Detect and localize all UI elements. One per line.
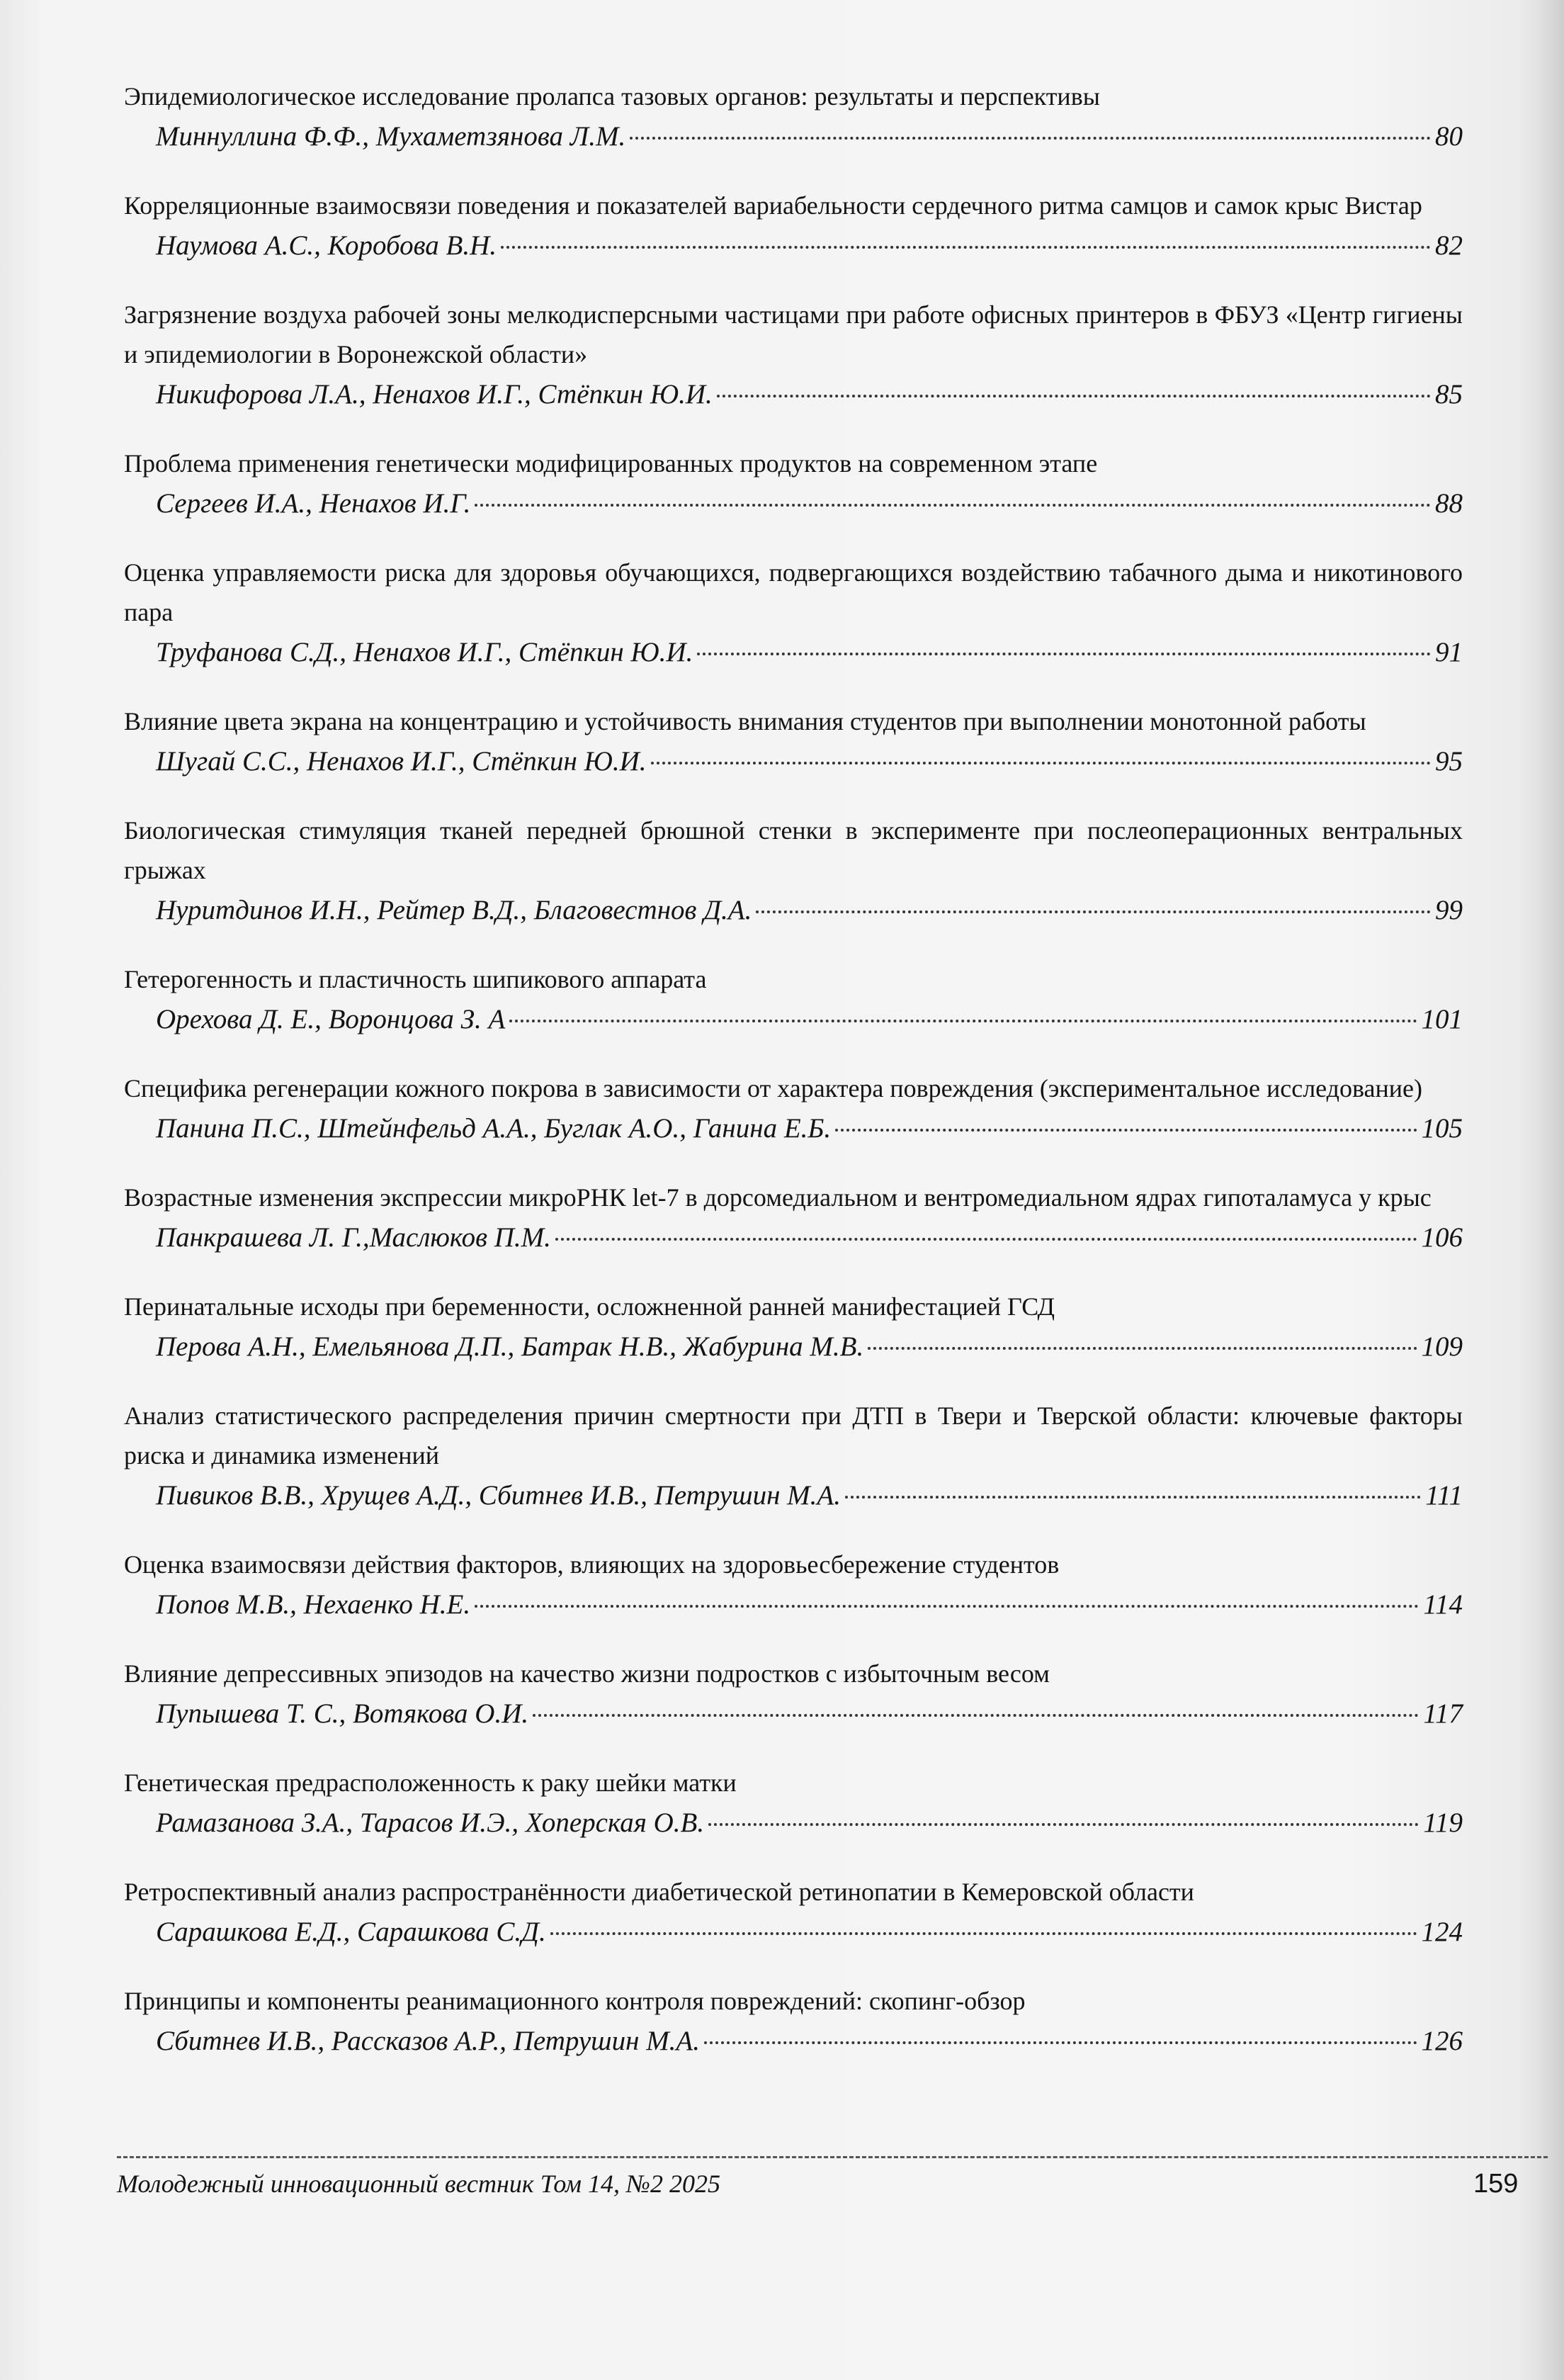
entry-authors: Панина П.С., Штейнфельд А.А., Буглак А.О., Ганина Е.Б. <box>156 1113 832 1144</box>
entry-authors: Сергеев И.А., Ненахов И.Г. <box>156 488 471 519</box>
entry-author-line <box>156 116 1463 157</box>
entry-page-number: 114 <box>1423 1589 1463 1620</box>
entry-authors: Никифорова Л.А., Ненахов И.Г., Стёпкин Ю.И. <box>156 379 713 410</box>
toc-entry <box>124 1654 1463 1735</box>
toc-entry <box>124 1068 1463 1149</box>
entry-page-number: 91 <box>1435 637 1463 667</box>
entry-author-line <box>156 890 1463 931</box>
entry-page-number: 99 <box>1435 895 1463 925</box>
toc-entry <box>124 1545 1463 1625</box>
dot-leader <box>475 1605 1419 1608</box>
entry-author-line <box>156 999 1463 1040</box>
entry-authors: Пивиков В.В., Хрущев А.Д., Сбитнев И.В., Петрушин М.А. <box>156 1480 841 1511</box>
entry-title: Оценка взаимосвязи действия факторов, влияющих на здоровьесбережение студентов <box>124 1550 1060 1579</box>
entry-page-number: 85 <box>1435 379 1463 410</box>
entry-page-number: 117 <box>1423 1698 1463 1729</box>
entry-authors: Рамазанова З.А., Тарасов И.Э., Хоперская О.В. <box>156 1807 705 1838</box>
dot-leader <box>501 246 1431 249</box>
entry-title: Загрязнение воздуха рабочей зоны мелкодисперсными частицами при работе офисных принтеров в ФБУЗ «Центр гигиены и эпидемиологии в Воронежской области» <box>124 300 1463 368</box>
toc-entry <box>124 553 1463 673</box>
toc-entry <box>124 701 1463 782</box>
entry-authors: Шугай С.С., Ненахов И.Г., Стёпкин Ю.И. <box>156 746 647 777</box>
toc-entry <box>124 1287 1463 1367</box>
entry-authors: Сбитнев И.В., Рассказов А.Р., Петрушин М.А. <box>156 2026 701 2056</box>
entry-title: Анализ статистического распределения причин смертности при ДТП в Твери и Тверской области: ключевые факторы риска и динамика изменений <box>124 1402 1463 1470</box>
dot-leader <box>697 653 1431 655</box>
entry-title: Биологическая стимуляция тканей передней брюшной стенки в эксперименте при послеоперационных вентральных грыжах <box>124 816 1463 884</box>
toc-entry <box>124 295 1463 415</box>
entry-title: Принципы и компоненты реанимационного контроля повреждений: скопинг-обзор <box>124 1987 1026 2015</box>
entry-title: Перинатальные исходы при беременности, осложненной ранней манифестацией ГСД <box>124 1292 1055 1321</box>
entry-title: Влияние цвета экрана на концентрацию и устойчивость внимания студентов при выполнении монотонной работы <box>124 707 1366 735</box>
entry-author-line <box>156 483 1463 524</box>
entry-author-line <box>156 1108 1463 1149</box>
entry-author-line <box>156 1912 1463 1953</box>
entry-page-number: 106 <box>1421 1222 1463 1253</box>
entry-page-number: 82 <box>1435 230 1463 261</box>
entry-authors: Панкрашева Л. Г.,Маслюков П.М. <box>156 1222 551 1253</box>
entry-title: Оценка управляемости риска для здоровья обучающихся, подвергающихся воздействию табачного дыма и никотинового пара <box>124 558 1463 626</box>
entry-page-number: 111 <box>1425 1480 1463 1511</box>
toc-entry <box>124 444 1463 524</box>
dot-leader <box>704 2041 1417 2044</box>
entry-title: Генетическая предрасположенность к раку шейки матки <box>124 1769 737 1797</box>
dot-leader <box>550 1932 1417 1935</box>
table-of-contents <box>124 77 1463 2090</box>
toc-entry <box>124 1981 1463 2062</box>
footer-divider <box>117 2156 1548 2158</box>
entry-page-number: 95 <box>1435 746 1463 777</box>
entry-authors: Орехова Д. Е., Воронцова З. А <box>156 1004 506 1034</box>
entry-authors: Миннуллина Ф.Ф., Мухаметзянова Л.М. <box>156 121 626 152</box>
entry-authors: Труфанова С.Д., Ненахов И.Г., Стёпкин Ю.И. <box>156 637 693 667</box>
footer-page-number: 159 <box>1473 2169 1519 2199</box>
entry-author-line <box>156 1217 1463 1258</box>
dot-leader <box>756 910 1431 913</box>
toc-entry <box>124 1396 1463 1516</box>
entry-page-number: 80 <box>1435 121 1463 152</box>
toc-entry <box>124 959 1463 1040</box>
toc-entry <box>124 1178 1463 1258</box>
toc-entry <box>124 1763 1463 1844</box>
toc-entry <box>124 186 1463 266</box>
entry-title: Проблема применения генетически модифицированных продуктов на современном этапе <box>124 449 1098 478</box>
toc-entry <box>124 77 1463 157</box>
toc-entry <box>124 1872 1463 1953</box>
entry-authors: Пупышева Т. С., Вотякова О.И. <box>156 1698 529 1729</box>
entry-author-line <box>156 1803 1463 1844</box>
entry-author-line <box>156 1475 1463 1516</box>
entry-author-line <box>156 741 1463 782</box>
footer-journal-title: Молодежный инновационный вестник Том 14, №2 2025 <box>117 2170 720 2198</box>
dot-leader <box>845 1496 1421 1499</box>
entry-authors: Наумова А.С., Коробова В.Н. <box>156 230 497 261</box>
entry-page-number: 105 <box>1421 1113 1463 1144</box>
entry-authors: Сарашкова Е.Д., Сарашкова С.Д. <box>156 1917 546 1947</box>
entry-title: Эпидемиологическое исследование пролапса тазовых органов: результаты и перспективы <box>124 82 1100 111</box>
entry-author-line <box>156 374 1463 415</box>
dot-leader <box>555 1238 1417 1241</box>
entry-page-number: 119 <box>1423 1807 1463 1838</box>
dot-leader <box>708 1823 1419 1826</box>
entry-author-line <box>156 1584 1463 1625</box>
entry-authors: Нуритдинов И.Н., Рейтер В.Д., Благовестнов Д.А. <box>156 895 752 925</box>
entry-author-line <box>156 225 1463 266</box>
dot-leader <box>651 762 1431 765</box>
dot-leader <box>630 137 1431 140</box>
entry-page-number: 124 <box>1421 1917 1463 1947</box>
entry-title: Ретроспективный анализ распространённости диабетической ретинопатии в Кемеровской области <box>124 1878 1194 1906</box>
dot-leader <box>717 395 1431 397</box>
entry-author-line <box>156 1693 1463 1735</box>
entry-author-line <box>156 2021 1463 2062</box>
entry-title: Гетерогенность и пластичность шипикового аппарата <box>124 965 707 993</box>
entry-title: Влияние депрессивных эпизодов на качество жизни подростков с избыточным весом <box>124 1659 1050 1688</box>
entry-authors: Попов М.В., Нехаенко Н.Е. <box>156 1589 471 1620</box>
entry-page-number: 126 <box>1421 2026 1463 2056</box>
toc-entry <box>124 811 1463 931</box>
dot-leader <box>835 1129 1417 1132</box>
entry-title: Возрастные изменения экспрессии микроРНК let-7 в дорсомедиальном и вентромедиальном ядрах гипоталамуса у крыс <box>124 1183 1432 1212</box>
dot-leader <box>533 1714 1419 1717</box>
entry-title: Специфика регенерации кожного покрова в зависимости от характера повреждения (экспериментальное исследование) <box>124 1074 1422 1102</box>
page-edge-shadow <box>1536 0 1564 2380</box>
entry-title: Корреляционные взаимосвязи поведения и показателей вариабельности сердечного ритма самцов и самок крыс Вистар <box>124 191 1422 220</box>
dot-leader <box>475 504 1431 507</box>
entry-authors: Перова А.Н., Емельянова Д.П., Батрак Н.В., Жабурина М.В. <box>156 1331 864 1362</box>
dot-leader <box>509 1020 1417 1022</box>
entry-page-number: 88 <box>1435 488 1463 519</box>
entry-page-number: 101 <box>1421 1004 1463 1034</box>
entry-author-line <box>156 632 1463 673</box>
entry-author-line <box>156 1326 1463 1367</box>
entry-page-number: 109 <box>1421 1331 1463 1362</box>
dot-leader <box>868 1347 1417 1350</box>
